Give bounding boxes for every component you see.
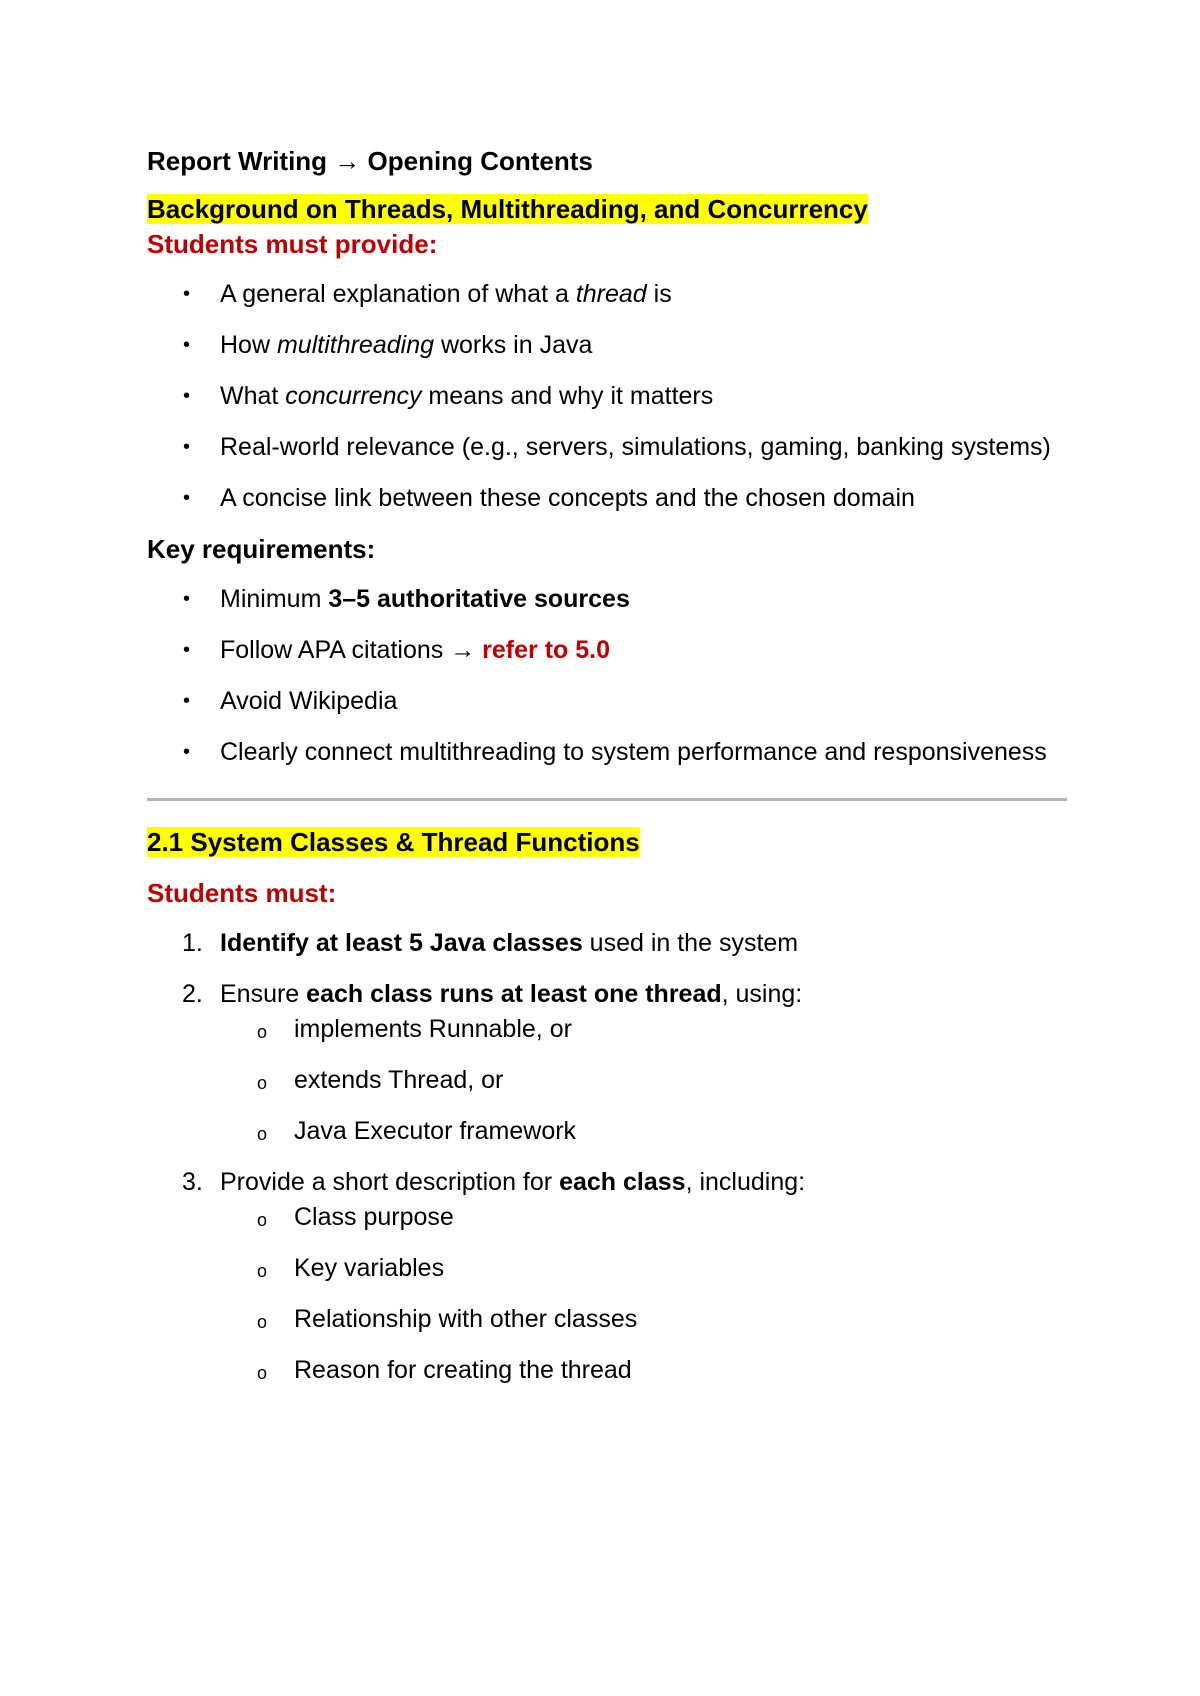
section1-bullet-list bbox=[147, 277, 1067, 516]
list-number: 1. bbox=[182, 929, 203, 957]
list-item bbox=[147, 582, 1067, 617]
emphasis-text: multithreading bbox=[276, 331, 434, 359]
list-item bbox=[147, 1165, 1067, 1388]
circle-bullet-icon: o bbox=[257, 1022, 268, 1042]
list-number: 2. bbox=[182, 980, 203, 1008]
section1-heading-line bbox=[147, 192, 1067, 227]
arrow-icon: → bbox=[334, 146, 361, 176]
list-item bbox=[147, 977, 1067, 1149]
sub-list-item bbox=[147, 1353, 1067, 1388]
emphasis-text: concurrency bbox=[285, 382, 422, 410]
list-item bbox=[147, 684, 1067, 719]
text-run: used in the system bbox=[582, 929, 799, 957]
circle-bullet-icon: o bbox=[257, 1073, 268, 1093]
sub-list bbox=[220, 1012, 1067, 1149]
key-requirements-heading: Key requirements: bbox=[147, 534, 376, 564]
arrow-icon: → bbox=[450, 636, 476, 664]
bullet-icon: • bbox=[183, 436, 191, 458]
list-item bbox=[147, 277, 1067, 312]
text-run: , using: bbox=[721, 980, 803, 1008]
text-run: extends Thread, or bbox=[294, 1066, 504, 1094]
circle-bullet-icon: o bbox=[257, 1312, 268, 1332]
bold-text: Identify at least 5 Java classes bbox=[220, 929, 583, 957]
text-run: How bbox=[220, 331, 277, 359]
sub-list-item bbox=[147, 1200, 1067, 1235]
section2-heading: 2.1 System Classes & Thread Functions bbox=[147, 827, 640, 857]
circle-bullet-icon: o bbox=[257, 1124, 268, 1144]
section1-heading: Background on Threads, Multithreading, and Concurrency bbox=[147, 194, 868, 224]
text-run: works in Java bbox=[434, 331, 593, 359]
list-item bbox=[147, 379, 1067, 414]
circle-bullet-icon: o bbox=[257, 1261, 268, 1281]
document-content bbox=[147, 144, 1067, 1404]
text-run: Java Executor framework bbox=[294, 1117, 577, 1145]
key-requirements-list bbox=[147, 582, 1067, 770]
title-part2: Opening Contents bbox=[367, 146, 593, 176]
text-run: means and why it matters bbox=[421, 382, 714, 410]
bullet-icon: • bbox=[183, 334, 191, 356]
circle-bullet-icon: o bbox=[257, 1210, 268, 1230]
section2-subheading: Students must: bbox=[147, 878, 337, 908]
text-run: What bbox=[220, 382, 286, 410]
sub-list-item bbox=[147, 1012, 1067, 1047]
text-run: , including: bbox=[685, 1168, 806, 1196]
circle-bullet-icon: o bbox=[257, 1363, 268, 1383]
list-number: 3. bbox=[182, 1168, 203, 1196]
bullet-icon: • bbox=[183, 385, 191, 407]
text-run: Clearly connect multithreading to system performance and responsiveness bbox=[220, 738, 1047, 766]
text-run: Provide a short description for bbox=[220, 1168, 560, 1196]
text-run: A general explanation of what a bbox=[220, 280, 576, 308]
reference-link-text: refer to 5.0 bbox=[482, 636, 610, 664]
bullet-icon: • bbox=[183, 741, 191, 763]
list-item bbox=[147, 481, 1067, 516]
bullet-icon: • bbox=[183, 690, 191, 712]
bold-text: each class bbox=[559, 1168, 686, 1196]
text-run: Key variables bbox=[294, 1254, 445, 1282]
sub-list bbox=[220, 1200, 1067, 1388]
text-run: Relationship with other classes bbox=[294, 1305, 638, 1333]
bold-text: each class runs at least one thread bbox=[306, 980, 722, 1008]
list-item bbox=[147, 328, 1067, 363]
bold-text: 3–5 authoritative sources bbox=[328, 585, 630, 613]
section1-subheading: Students must provide: bbox=[147, 229, 438, 259]
list-item bbox=[147, 430, 1067, 465]
bullet-icon: • bbox=[183, 487, 191, 509]
emphasis-text: thread bbox=[575, 280, 647, 308]
text-run: implements Runnable, or bbox=[294, 1015, 572, 1043]
text-run: Follow APA citations bbox=[220, 636, 451, 664]
text-run: Ensure bbox=[220, 980, 307, 1008]
section2-numbered-list bbox=[147, 926, 1067, 1388]
bullet-icon: • bbox=[183, 588, 191, 610]
sub-list-item bbox=[147, 1114, 1067, 1149]
sub-list-item bbox=[147, 1251, 1067, 1286]
text-run: Avoid Wikipedia bbox=[220, 687, 398, 715]
bullet-icon: • bbox=[183, 283, 191, 305]
list-item bbox=[147, 633, 1067, 668]
list-item bbox=[147, 735, 1067, 770]
text-run: Real-world relevance (e.g., servers, simulations, gaming, banking systems) bbox=[220, 433, 1051, 461]
text-run: Class purpose bbox=[294, 1203, 454, 1231]
title-part1: Report Writing bbox=[147, 146, 328, 176]
sub-list-item bbox=[147, 1302, 1067, 1337]
text-run: is bbox=[646, 280, 672, 308]
bullet-icon: • bbox=[183, 639, 191, 661]
list-item bbox=[147, 926, 1067, 961]
page-title bbox=[147, 144, 1067, 178]
section-divider bbox=[147, 798, 1067, 801]
text-run: Minimum bbox=[220, 585, 329, 613]
section2-heading-line bbox=[147, 825, 1067, 860]
text-run: Reason for creating the thread bbox=[294, 1356, 632, 1384]
text-run: A concise link between these concepts and the chosen domain bbox=[220, 484, 915, 512]
sub-list-item bbox=[147, 1063, 1067, 1098]
